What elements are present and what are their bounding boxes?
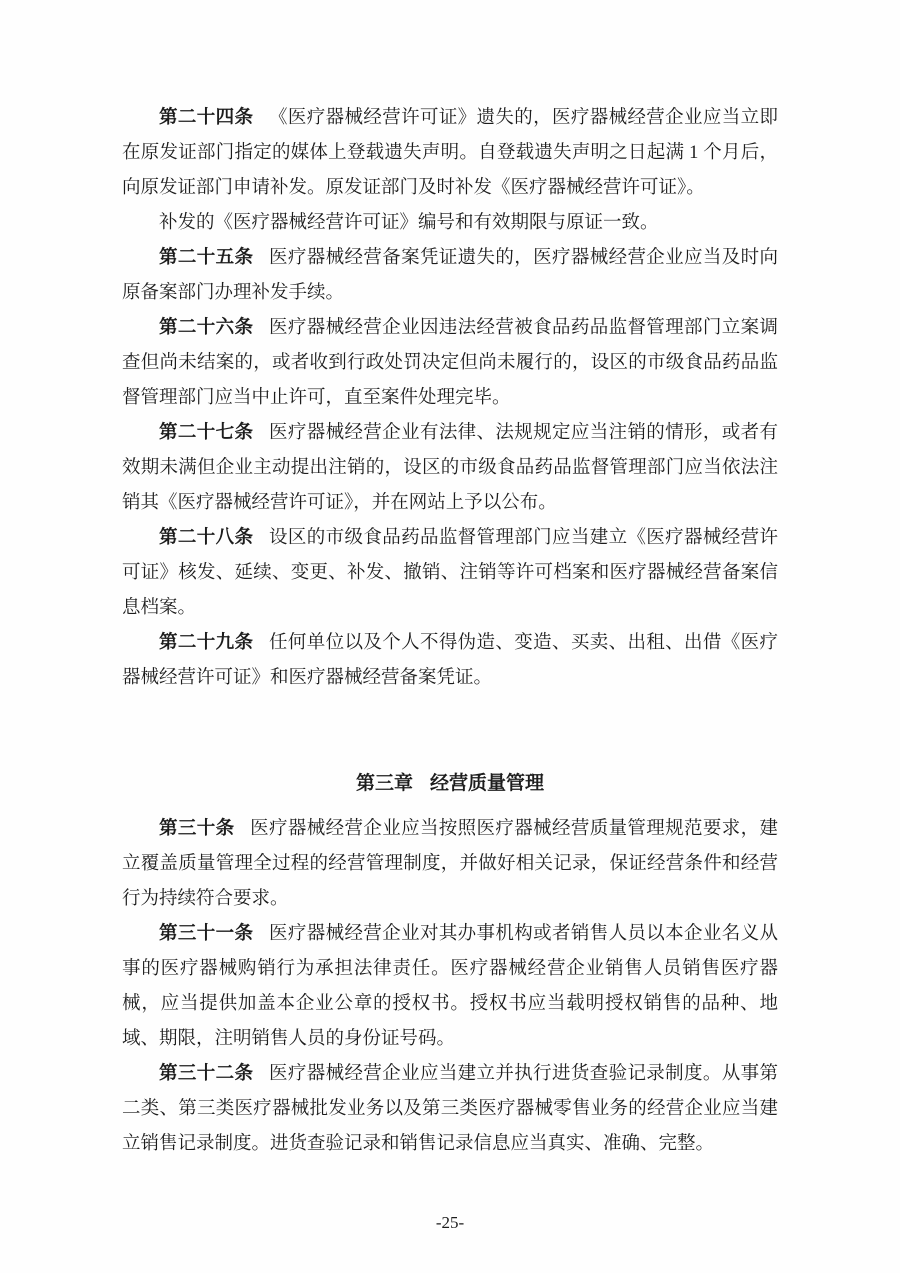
chapter-title: 经营质量管理 (430, 773, 545, 794)
article-text: 任何单位以及个人不得伪造、变造、买卖、出租、出借《医疗器械经营许可证》和医疗器械经营备案凭证。 (122, 633, 778, 688)
article-paragraph-28 (122, 521, 778, 626)
article-text: 医疗器械经营企业对其办事机构或者销售人员以本企业名义从事的医疗器械购销行为承担法律责任。医疗器械经营企业销售人员销售医疗器械，应当提供加盖本企业公章的授权书。授权书应当载明授权销售的品种、地域、期限，注明销售人员的身份证号码。 (122, 924, 778, 1049)
article-number: 第二十八条 (159, 528, 254, 548)
article-paragraph-31 (122, 917, 778, 1057)
article-paragraph-24 (122, 101, 778, 206)
article-number: 第三十二条 (159, 1064, 254, 1084)
article-text: 医疗器械经营企业因违法经营被食品药品监督管理部门立案调查但尚未结案的，或者收到行政处罚决定但尚未履行的，设区的市级食品药品监督管理部门应当中止许可，直至案件处理完毕。 (122, 318, 778, 408)
article-text: 医疗器械经营企业有法律、法规规定应当注销的情形，或者有效期未满但企业主动提出注销的，设区的市级食品药品监督管理部门应当依法注销其《医疗器械经营许可证》，并在网站上予以公布。 (122, 423, 778, 513)
page-number: -25- (435, 1213, 465, 1232)
chapter-number: 第三章 (355, 773, 413, 794)
article-text: 设区的市级食品药品监督管理部门应当建立《医疗器械经营许可证》核发、延续、变更、补发、撤销、注销等许可档案和医疗器械经营备案信息档案。 (122, 528, 778, 618)
article-number: 第二十六条 (159, 318, 254, 338)
article-number: 第二十五条 (159, 248, 254, 268)
article-number: 第二十七条 (159, 423, 254, 443)
article-paragraph-32 (122, 1057, 778, 1162)
article-text: 医疗器械经营备案凭证遗失的，医疗器械经营企业应当及时向原备案部门办理补发手续。 (122, 248, 778, 303)
article-paragraph-25 (122, 241, 778, 311)
chapter-heading (122, 766, 778, 801)
article-paragraph-26 (122, 311, 778, 416)
article-number: 第三十条 (159, 819, 235, 839)
article-paragraph-27 (122, 416, 778, 521)
article-paragraph-29 (122, 626, 778, 696)
article-text: 补发的《医疗器械经营许可证》编号和有效期限与原证一致。 (159, 213, 659, 233)
article-text: 医疗器械经营企业应当建立并执行进货查验记录制度。从事第二类、第三类医疗器械批发业务以及第三类医疗器械零售业务的经营企业应当建立销售记录制度。进货查验记录和销售记录信息应当真实、准确、完整。 (122, 1064, 778, 1154)
article-paragraph-30 (122, 812, 778, 917)
article-paragraph-24-supplement (122, 206, 778, 241)
article-number: 第三十一条 (159, 924, 254, 944)
article-number: 第二十九条 (159, 633, 254, 653)
article-text: 《医疗器械经营许可证》遗失的，医疗器械经营企业应当立即在原发证部门指定的媒体上登载遗失声明。自登载遗失声明之日起满 1 个月后，向原发证部门申请补发。原发证部门及时补发《医疗器械经营许可证》。 (122, 108, 778, 198)
document-body (122, 101, 778, 1162)
article-number: 第二十四条 (159, 108, 254, 128)
article-text: 医疗器械经营企业应当按照医疗器械经营质量管理规范要求，建立覆盖质量管理全过程的经营管理制度，并做好相关记录，保证经营条件和经营行为持续符合要求。 (122, 819, 778, 909)
